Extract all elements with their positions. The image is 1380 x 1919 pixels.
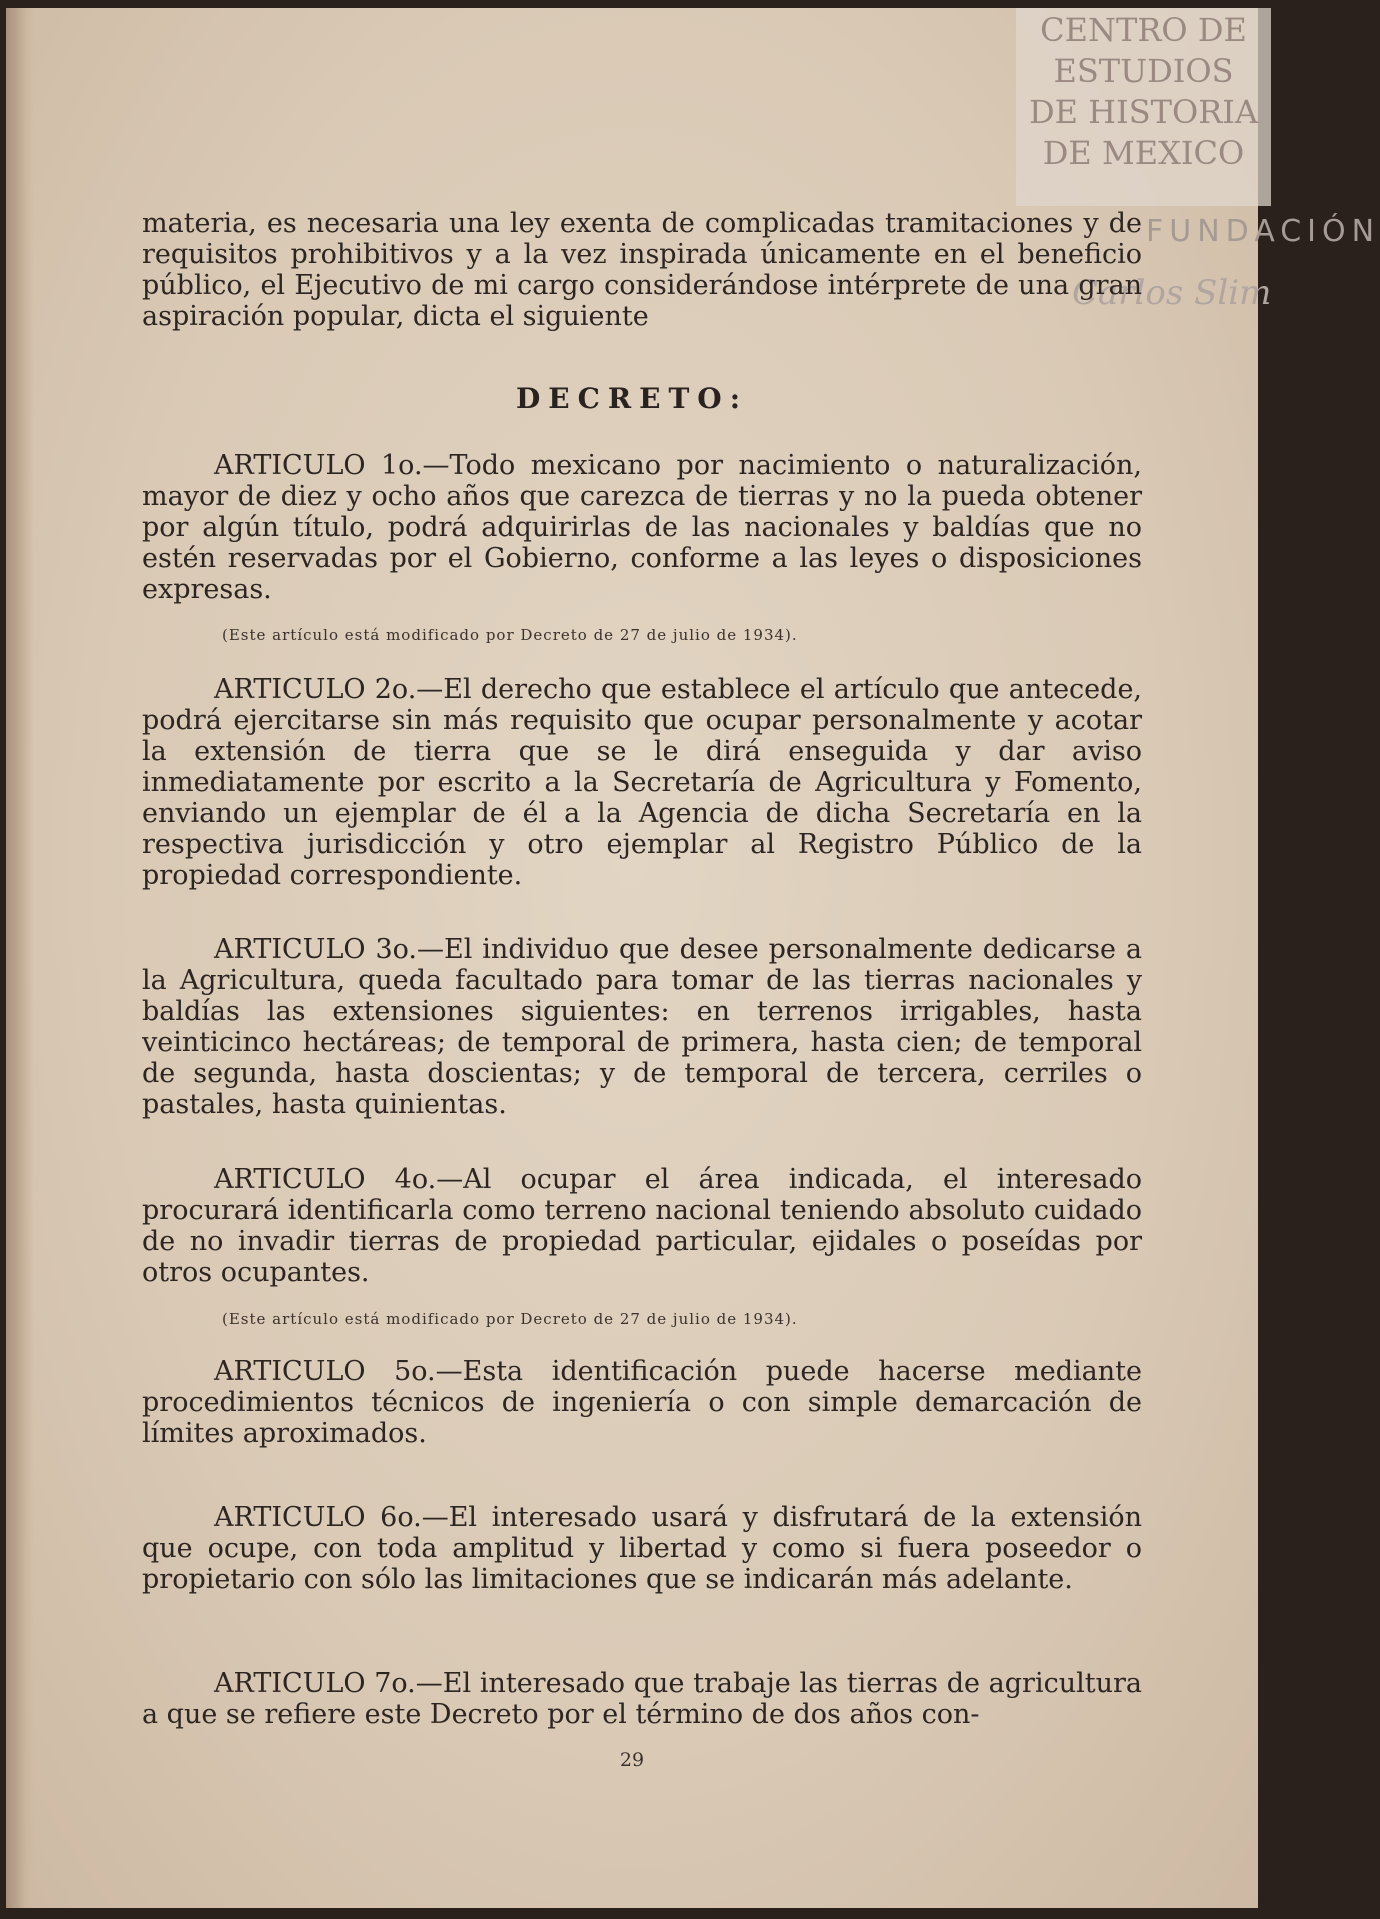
article-4: ARTICULO 4o.—Al ocupar el área indicada, el interesado procurará identificarla como terreno nacional teniendo absoluto cuidado de no invadir tierras de propiedad particular, ejidales o poseídas por otros ocupantes. — [142, 1164, 1142, 1288]
watermark-line: DE MEXICO — [1042, 134, 1245, 172]
page-edge — [6, 8, 34, 1908]
article-5: ARTICULO 5o.—Esta identificación puede hacerse mediante procedimientos técnicos de ingeniería o con simple demarcación de límites aproximados. — [142, 1356, 1142, 1449]
article-4-note: (Este artículo está modificado por Decreto de 27 de julio de 1934). — [222, 1310, 798, 1328]
article-6: ARTICULO 6o.—El interesado usará y disfrutará de la extensión que ocupe, con toda amplitud y libertad y como si fuera poseedor o propietario con sólo las limitaciones que se indicarán más adelante. — [142, 1502, 1142, 1595]
svg-text:Carlos Slim: Carlos Slim — [1072, 273, 1272, 313]
watermark-line: ESTUDIOS — [1053, 52, 1234, 90]
article-2: ARTICULO 2o.—El derecho que establece el artículo que antecede, podrá ejercitarse sin más requisito que ocupar personalmente y acotar la extensión de tierra que se le dirá enseguida y dar aviso inmediatamente por escrito a la Secretaría de Agricultura y Fomento, enviando un ejemplar de él a la Agencia de dicha Secretaría en la respectiva jurisdicción y otro ejemplar al Registro Público de la propiedad correspondiente. — [142, 674, 1142, 891]
article-1-note: (Este artículo está modificado por Decreto de 27 de julio de 1934). — [222, 626, 798, 644]
page-number: 29 — [619, 1749, 645, 1771]
article-3: ARTICULO 3o.—El individuo que desee personalmente dedicarse a la Agricultura, queda facultado para tomar de las tierras nacionales y baldías las extensiones siguientes: en terrenos irrigables, hasta veinticinco hectáreas; de temporal de primera, hasta cien; de temporal de segunda, hasta doscientas; y de temporal de tercera, cerriles o pastales, hasta quinientas. — [142, 934, 1142, 1120]
article-1: ARTICULO 1o.—Todo mexicano por nacimiento o naturalización, mayor de diez y ocho años que carezca de tierras y no la pueda obtener por algún título, podrá adquirirlas de las nacionales y baldías que no estén reservadas por el Gobierno, conforme a las leyes o disposiciones expresas. — [142, 450, 1142, 605]
intro-paragraph: materia, es necesaria una ley exenta de complicadas tramitaciones y de requisitos prohibitivos y a la vez inspirada únicamente en el beneficio público, el Ejecutivo de mi cargo considerándose intérprete de una gran aspiración popular, dicta el siguiente — [142, 208, 1142, 332]
document-page — [6, 8, 1380, 1908]
decree-heading: DECRETO: — [515, 382, 749, 415]
article-7: ARTICULO 7o.—El interesado que trabaje las tierras de agricultura a que se refiere este Decreto por el término de dos años con- — [142, 1668, 1142, 1730]
fundacion-watermark: FUNDACIÓN — [1146, 214, 1380, 249]
archive-watermark — [1016, 8, 1271, 206]
watermark-line: CENTRO DE — [1040, 11, 1247, 49]
watermark-line: DE HISTORIA — [1028, 93, 1259, 131]
